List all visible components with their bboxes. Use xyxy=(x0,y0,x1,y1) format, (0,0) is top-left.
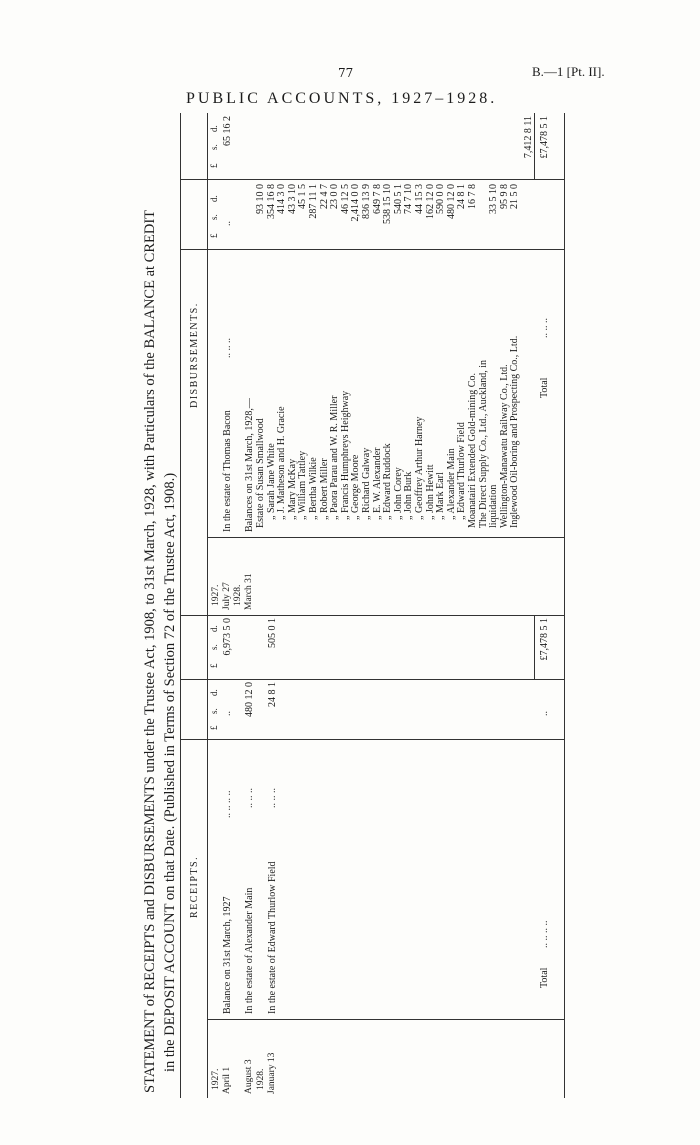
disbursements-amount-column xyxy=(181,179,564,180)
estate-name: „ Bertha Wilkie xyxy=(308,457,319,520)
estate-name: „ J. Matheson and H. Gracie xyxy=(276,406,288,520)
estate-balance: 44 15 3 xyxy=(414,184,425,214)
estate-name: „ Robert Miller xyxy=(318,458,330,520)
estate-balance: 33 5 10 xyxy=(488,184,500,214)
estate-balance: 95 9 8 xyxy=(498,184,510,209)
receipt-description: In the estate of Edward Thurlow Field xyxy=(267,861,278,1014)
receipt-amount: 505 0 1 xyxy=(267,618,278,648)
disbursements-total-label: Total xyxy=(539,377,550,398)
estate-name: Moanatairi Extended Gold-mining Co. xyxy=(467,373,478,528)
disbursement-amount: 65 16 2 xyxy=(222,116,233,146)
estate-balance: 46 12 5 xyxy=(339,184,351,214)
leader-dots: .. .. .. .. xyxy=(222,790,233,818)
estate-name: „ George Moore xyxy=(350,454,362,520)
currency-pound: £ xyxy=(209,725,219,730)
receipts-header-rule xyxy=(207,616,208,1098)
accounts-table xyxy=(180,113,565,1098)
receipt-date: April 1 xyxy=(222,1066,232,1094)
estate-name: „ Geoffrey Arthur Harney xyxy=(414,416,425,520)
receipts-sub-column xyxy=(181,739,564,740)
estate-balance: 93 10 0 xyxy=(255,184,266,214)
currency-pence: d. xyxy=(209,195,219,202)
receipts-amount-column xyxy=(181,679,564,680)
leader-dots: .. .. .. xyxy=(267,788,278,808)
disbursements-heading: DISBURSEMENTS. xyxy=(189,302,200,408)
report-reference: B.—1 [Pt. II]. xyxy=(532,64,605,79)
estate-balance: 414 3 0 xyxy=(276,184,288,214)
receipts-date-column xyxy=(207,1019,564,1020)
estate-balance: 23 0 0 xyxy=(329,184,341,209)
estate-name: „ Francis Humphreys Heighway xyxy=(339,390,351,520)
receipt-date: August 3 xyxy=(244,1059,254,1094)
receipt-description: In the estate of Alexander Main xyxy=(244,887,255,1014)
estate-balance: 162 12 0 xyxy=(424,184,436,219)
estate-name: „ John Corey xyxy=(392,467,404,520)
leader-dots: .. .. .. .. xyxy=(539,920,550,948)
receipt-date: January 13 xyxy=(267,1052,277,1094)
receipts-heading: RECEIPTS. xyxy=(189,855,200,918)
currency-pound: £ xyxy=(209,163,219,168)
estate-balance: 74 7 10 xyxy=(403,184,415,214)
balances-total: 7,412 8 11 xyxy=(523,116,534,159)
estate-balance: 16 7 8 xyxy=(467,184,478,209)
disbursements-header-rule xyxy=(207,113,208,616)
disbursement-date: July 27 xyxy=(222,582,232,610)
total-subamount: .. xyxy=(539,711,550,716)
estate-name: The Direct Supply Co., Ltd., Auckland, in xyxy=(477,359,489,528)
currency-shilling: s. xyxy=(209,708,219,714)
statement-subtitle: in the DEPOSIT ACCOUNT on that Date. (Published in Terms of Section 72 of the Trustee Act, 1908.) xyxy=(162,472,178,1072)
estate-name: „ John Burk xyxy=(403,471,415,520)
currency-shilling: s. xyxy=(209,144,219,150)
page-number: 77 xyxy=(338,66,354,80)
receipt-subamount: 24 8 1 xyxy=(267,682,278,707)
disbursements-total-rule xyxy=(534,113,535,180)
running-head: PUBLIC ACCOUNTS, 1927–1928. xyxy=(186,90,498,107)
date-year: 1927. xyxy=(211,1068,221,1090)
estate-name: „ Paora Parau and W. R. Miller xyxy=(329,395,341,520)
estate-name: „ Edward Ruddock xyxy=(382,443,394,520)
estate-balance: 590 0 0 xyxy=(435,184,447,214)
balances-heading: Balances on 31st March, 1928,— xyxy=(244,398,255,532)
estate-balance: 836 13 9 xyxy=(361,184,372,219)
disbursements-sub-column xyxy=(181,249,564,250)
leader-dots: .. .. .. xyxy=(222,338,233,358)
estate-balance: 540 5 1 xyxy=(392,184,404,214)
estate-balance: 538 15 10 xyxy=(382,184,394,224)
disbursement-subamount: .. xyxy=(222,221,233,226)
estate-name: „ E. W. Alexander xyxy=(371,447,383,520)
estate-balance: 287 11 1 xyxy=(308,184,319,219)
estate-name: Inglewood Oil-boring and Prospecting Co., Ltd. xyxy=(509,335,521,528)
estate-balance: 2,414 0 0 xyxy=(350,184,362,222)
leader-dots: .. .. .. xyxy=(539,318,550,338)
estate-balance: 21 5 0 xyxy=(509,184,521,209)
estate-balance: 43 3 10 xyxy=(286,184,298,214)
estate-balance: 354 16 8 xyxy=(265,184,277,219)
estate-name: Estate of Susan Smallwood xyxy=(255,418,266,528)
receipts-total-label: Total xyxy=(539,967,550,988)
disbursements-date-column xyxy=(207,537,564,538)
currency-pound: £ xyxy=(209,663,219,668)
receipt-subamount: .. xyxy=(222,711,233,716)
receipts-total: £7,478 5 1 xyxy=(539,618,550,661)
currency-pence: d. xyxy=(209,625,219,632)
date-year: 1928. xyxy=(256,1068,266,1090)
currency-shilling: s. xyxy=(209,644,219,650)
estate-balance: 24 8 1 xyxy=(456,184,468,209)
estate-name: „ Mary McKay xyxy=(286,458,298,520)
disbursements-total: £7,478 5 1 xyxy=(539,116,550,159)
estate-balance: 480 12 0 xyxy=(445,184,457,219)
date-year: 1927. xyxy=(211,584,221,606)
receipt-subamount: 480 12 0 xyxy=(244,682,255,717)
estate-balance: 649 7 8 xyxy=(371,184,383,214)
estate-name: „ Sarah Jane White xyxy=(265,443,277,520)
currency-pence: d. xyxy=(209,125,219,132)
disbursement-description: In the estate of Thomas Bacon xyxy=(222,410,233,532)
center-divider xyxy=(181,615,564,616)
receipt-amount: 6,973 5 0 xyxy=(222,618,233,656)
estate-name: „ Richard Galway xyxy=(361,447,372,520)
date-year: 1928. xyxy=(233,584,243,606)
statement-title: STATEMENT of RECEIPTS and DISBURSEMENTS under the Trustee Act, 1908, to 31st March, 1928, with Particulars of the BALANCE at CREDIT xyxy=(142,209,158,1093)
currency-pence: d. xyxy=(209,689,219,696)
estate-name: liquidation xyxy=(488,484,500,528)
estate-name: „ John Hewitt xyxy=(424,464,436,520)
estate-balance: 22 4 7 xyxy=(318,184,330,209)
estate-name: „ Alexander Main xyxy=(445,448,457,520)
leader-dots: .. .. .. xyxy=(244,788,255,808)
estate-name: „ William Tattley xyxy=(297,450,309,520)
estate-name: Wellington-Manawatu Railway Co., Ltd. xyxy=(498,364,510,528)
receipt-description: Balance on 31st March, 1927 xyxy=(222,896,233,1014)
receipts-total-rule xyxy=(534,616,535,680)
disbursement-date: March 31 xyxy=(244,573,254,610)
estate-name: „ Mark Earl xyxy=(435,472,447,520)
estate-name: „ Edward Thurlow Field xyxy=(456,422,468,520)
estate-balance: 45 1 5 xyxy=(297,184,309,209)
currency-pound: £ xyxy=(209,233,219,238)
currency-shilling: s. xyxy=(209,214,219,220)
